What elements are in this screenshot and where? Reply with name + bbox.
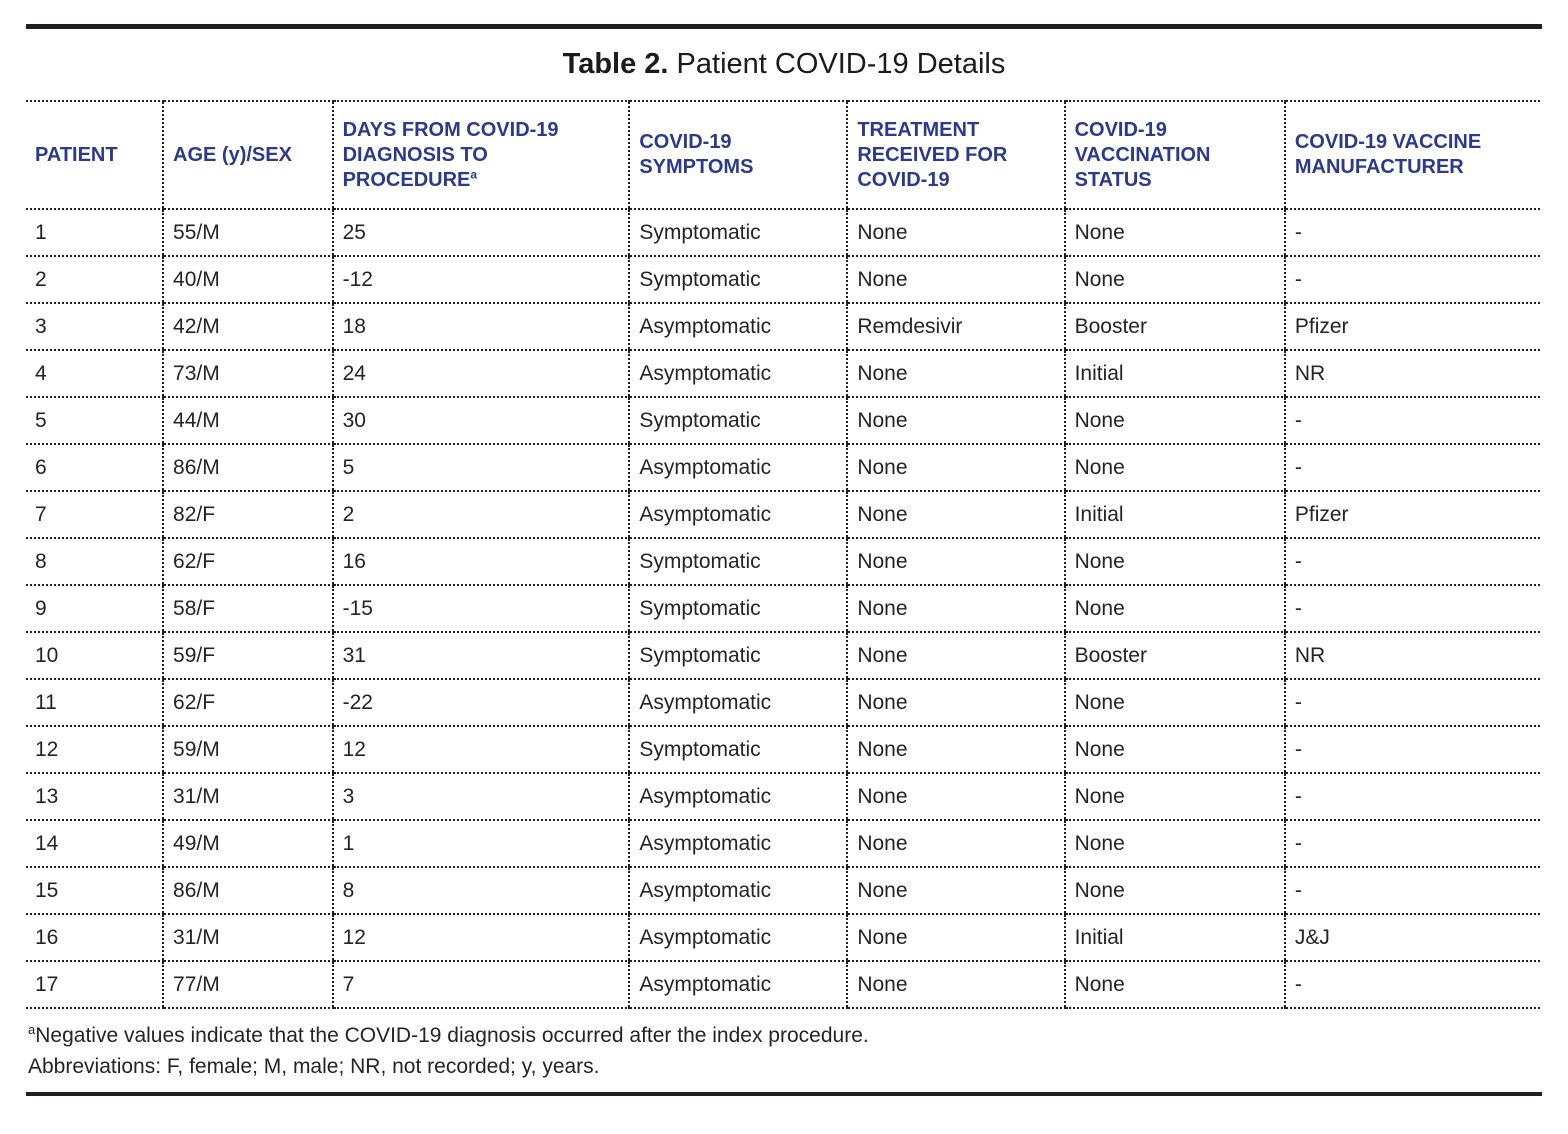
cell-vaccination-status: Initial xyxy=(1065,350,1285,397)
cell-vaccine-manufacturer: - xyxy=(1285,867,1540,914)
header-cell-vaccine-manufacturer: COVID-19 VACCINE MANUFACTURER xyxy=(1285,101,1540,209)
cell-treatment: None xyxy=(847,820,1064,867)
cell-vaccine-manufacturer: - xyxy=(1285,773,1540,820)
cell-vaccination-status: None xyxy=(1065,256,1285,303)
cell-symptoms: Asymptomatic xyxy=(629,773,847,820)
cell-vaccine-manufacturer: - xyxy=(1285,397,1540,444)
cell-patient: 6 xyxy=(26,444,163,491)
cell-treatment: None xyxy=(847,726,1064,773)
cell-treatment: None xyxy=(847,444,1064,491)
cell-vaccine-manufacturer: - xyxy=(1285,209,1540,256)
cell-age-sex: 31/M xyxy=(163,773,333,820)
cell-days-from-diagnosis: -22 xyxy=(333,679,630,726)
cell-age-sex: 77/M xyxy=(163,961,333,1008)
cell-days-from-diagnosis: 12 xyxy=(333,726,630,773)
cell-vaccine-manufacturer: - xyxy=(1285,679,1540,726)
cell-symptoms: Asymptomatic xyxy=(629,867,847,914)
cell-patient: 9 xyxy=(26,585,163,632)
cell-patient: 4 xyxy=(26,350,163,397)
table-row xyxy=(26,444,1540,491)
bottom-rule xyxy=(26,1092,1542,1096)
cell-symptoms: Symptomatic xyxy=(629,256,847,303)
cell-treatment: None xyxy=(847,773,1064,820)
cell-days-from-diagnosis: 24 xyxy=(333,350,630,397)
cell-symptoms: Asymptomatic xyxy=(629,961,847,1008)
cell-patient: 11 xyxy=(26,679,163,726)
cell-age-sex: 42/M xyxy=(163,303,333,350)
cell-vaccination-status: Booster xyxy=(1065,632,1285,679)
cell-treatment: None xyxy=(847,538,1064,585)
cell-treatment: None xyxy=(847,350,1064,397)
cell-patient: 5 xyxy=(26,397,163,444)
table-row xyxy=(26,350,1540,397)
cell-treatment: None xyxy=(847,914,1064,961)
cell-days-from-diagnosis: 18 xyxy=(333,303,630,350)
cell-symptoms: Asymptomatic xyxy=(629,679,847,726)
cell-symptoms: Asymptomatic xyxy=(629,350,847,397)
header-cell-treatment: TREATMENT RECEIVED FOR COVID-19 xyxy=(847,101,1064,209)
table-title xyxy=(0,47,1568,81)
cell-symptoms: Symptomatic xyxy=(629,209,847,256)
cell-symptoms: Symptomatic xyxy=(629,397,847,444)
cell-vaccination-status: None xyxy=(1065,444,1285,491)
cell-treatment: None xyxy=(847,585,1064,632)
cell-patient: 7 xyxy=(26,491,163,538)
cell-days-from-diagnosis: -15 xyxy=(333,585,630,632)
cell-days-from-diagnosis: 30 xyxy=(333,397,630,444)
cell-symptoms: Symptomatic xyxy=(629,632,847,679)
cell-treatment: None xyxy=(847,961,1064,1008)
cell-age-sex: 73/M xyxy=(163,350,333,397)
table-body xyxy=(26,209,1540,1008)
cell-vaccine-manufacturer: - xyxy=(1285,961,1540,1008)
cell-vaccination-status: None xyxy=(1065,538,1285,585)
table-row xyxy=(26,867,1540,914)
top-rule xyxy=(26,24,1542,29)
cell-symptoms: Symptomatic xyxy=(629,585,847,632)
footnote-note-text: Negative values indicate that the COVID-19 diagnosis occurred after the index procedure. xyxy=(35,1024,869,1047)
table-title-number: Table 2. xyxy=(562,48,669,80)
cell-vaccination-status: Initial xyxy=(1065,491,1285,538)
table-row xyxy=(26,491,1540,538)
cell-symptoms: Asymptomatic xyxy=(629,444,847,491)
header-cell-days-from-diagnosis: DAYS FROM COVID-19 DIAGNOSIS TO PROCEDURE$^a$ xyxy=(333,101,630,209)
cell-vaccination-status: Booster xyxy=(1065,303,1285,350)
table-row xyxy=(26,726,1540,773)
cell-patient: 13 xyxy=(26,773,163,820)
table-row xyxy=(26,585,1540,632)
cell-patient: 3 xyxy=(26,303,163,350)
cell-symptoms: Asymptomatic xyxy=(629,914,847,961)
header-cell-vaccination-status: COVID-19 VACCINATION STATUS xyxy=(1065,101,1285,209)
cell-treatment: None xyxy=(847,632,1064,679)
cell-days-from-diagnosis: -12 xyxy=(333,256,630,303)
header-superscript: a xyxy=(470,166,478,181)
cell-vaccine-manufacturer: Pfizer xyxy=(1285,491,1540,538)
cell-treatment: None xyxy=(847,491,1064,538)
table-row xyxy=(26,397,1540,444)
cell-days-from-diagnosis: 8 xyxy=(333,867,630,914)
header-cell-patient: PATIENT xyxy=(26,101,163,209)
cell-age-sex: 62/F xyxy=(163,538,333,585)
cell-symptoms: Symptomatic xyxy=(629,726,847,773)
cell-vaccination-status: None xyxy=(1065,585,1285,632)
cell-vaccine-manufacturer: Pfizer xyxy=(1285,303,1540,350)
cell-treatment: None xyxy=(847,397,1064,444)
table-row xyxy=(26,632,1540,679)
cell-vaccine-manufacturer: - xyxy=(1285,538,1540,585)
cell-age-sex: 82/F xyxy=(163,491,333,538)
cell-vaccine-manufacturer: - xyxy=(1285,726,1540,773)
cell-days-from-diagnosis: 5 xyxy=(333,444,630,491)
header-row xyxy=(26,101,1540,209)
cell-vaccine-manufacturer: - xyxy=(1285,444,1540,491)
cell-age-sex: 59/M xyxy=(163,726,333,773)
cell-vaccination-status: None xyxy=(1065,209,1285,256)
cell-patient: 14 xyxy=(26,820,163,867)
cell-age-sex: 86/M xyxy=(163,444,333,491)
cell-days-from-diagnosis: 16 xyxy=(333,538,630,585)
cell-age-sex: 58/F xyxy=(163,585,333,632)
cell-symptoms: Symptomatic xyxy=(629,538,847,585)
table-title-text: Patient COVID-19 Details xyxy=(668,48,1006,80)
table-row xyxy=(26,303,1540,350)
cell-age-sex: 59/F xyxy=(163,632,333,679)
table-row xyxy=(26,820,1540,867)
cell-vaccine-manufacturer: - xyxy=(1285,820,1540,867)
cell-treatment: None xyxy=(847,867,1064,914)
cell-symptoms: Asymptomatic xyxy=(629,303,847,350)
cell-vaccine-manufacturer: - xyxy=(1285,256,1540,303)
header-cell-symptoms: COVID-19 SYMPTOMS xyxy=(629,101,847,209)
cell-days-from-diagnosis: 3 xyxy=(333,773,630,820)
patient-covid-details-table xyxy=(26,100,1540,1009)
cell-patient: 10 xyxy=(26,632,163,679)
cell-treatment: None xyxy=(847,209,1064,256)
footnote-note-sup: a xyxy=(28,1022,36,1037)
header-cell-age-sex: AGE (y)/SEX xyxy=(163,101,333,209)
cell-age-sex: 55/M xyxy=(163,209,333,256)
table-row xyxy=(26,679,1540,726)
cell-vaccination-status: None xyxy=(1065,867,1285,914)
cell-vaccine-manufacturer: NR xyxy=(1285,632,1540,679)
cell-days-from-diagnosis: 1 xyxy=(333,820,630,867)
cell-vaccination-status: Initial xyxy=(1065,914,1285,961)
footnote-abbreviations: Abbreviations: F, female; M, male; NR, not recorded; y, years. xyxy=(28,1055,600,1078)
table-row xyxy=(26,209,1540,256)
cell-days-from-diagnosis: 31 xyxy=(333,632,630,679)
cell-treatment: None xyxy=(847,256,1064,303)
cell-age-sex: 40/M xyxy=(163,256,333,303)
cell-vaccination-status: None xyxy=(1065,773,1285,820)
cell-age-sex: 62/F xyxy=(163,679,333,726)
cell-treatment: Remdesivir xyxy=(847,303,1064,350)
cell-patient: 15 xyxy=(26,867,163,914)
cell-patient: 1 xyxy=(26,209,163,256)
cell-days-from-diagnosis: 12 xyxy=(333,914,630,961)
table-row xyxy=(26,256,1540,303)
footnotes xyxy=(28,1020,1542,1082)
cell-vaccine-manufacturer: J&J xyxy=(1285,914,1540,961)
cell-vaccination-status: None xyxy=(1065,961,1285,1008)
cell-vaccination-status: None xyxy=(1065,820,1285,867)
cell-treatment: None xyxy=(847,679,1064,726)
cell-symptoms: Asymptomatic xyxy=(629,820,847,867)
table-row xyxy=(26,914,1540,961)
cell-patient: 17 xyxy=(26,961,163,1008)
cell-patient: 12 xyxy=(26,726,163,773)
cell-age-sex: 86/M xyxy=(163,867,333,914)
cell-symptoms: Asymptomatic xyxy=(629,491,847,538)
cell-days-from-diagnosis: 7 xyxy=(333,961,630,1008)
cell-age-sex: 44/M xyxy=(163,397,333,444)
table-row xyxy=(26,773,1540,820)
cell-days-from-diagnosis: 25 xyxy=(333,209,630,256)
page xyxy=(0,24,1568,1096)
cell-patient: 8 xyxy=(26,538,163,585)
table-row xyxy=(26,538,1540,585)
cell-days-from-diagnosis: 2 xyxy=(333,491,630,538)
cell-vaccination-status: None xyxy=(1065,726,1285,773)
footnote-note xyxy=(28,1020,1542,1051)
cell-patient: 16 xyxy=(26,914,163,961)
cell-age-sex: 49/M xyxy=(163,820,333,867)
cell-vaccine-manufacturer: - xyxy=(1285,585,1540,632)
cell-vaccine-manufacturer: NR xyxy=(1285,350,1540,397)
table-row xyxy=(26,961,1540,1008)
cell-vaccination-status: None xyxy=(1065,679,1285,726)
cell-age-sex: 31/M xyxy=(163,914,333,961)
cell-vaccination-status: None xyxy=(1065,397,1285,444)
cell-patient: 2 xyxy=(26,256,163,303)
